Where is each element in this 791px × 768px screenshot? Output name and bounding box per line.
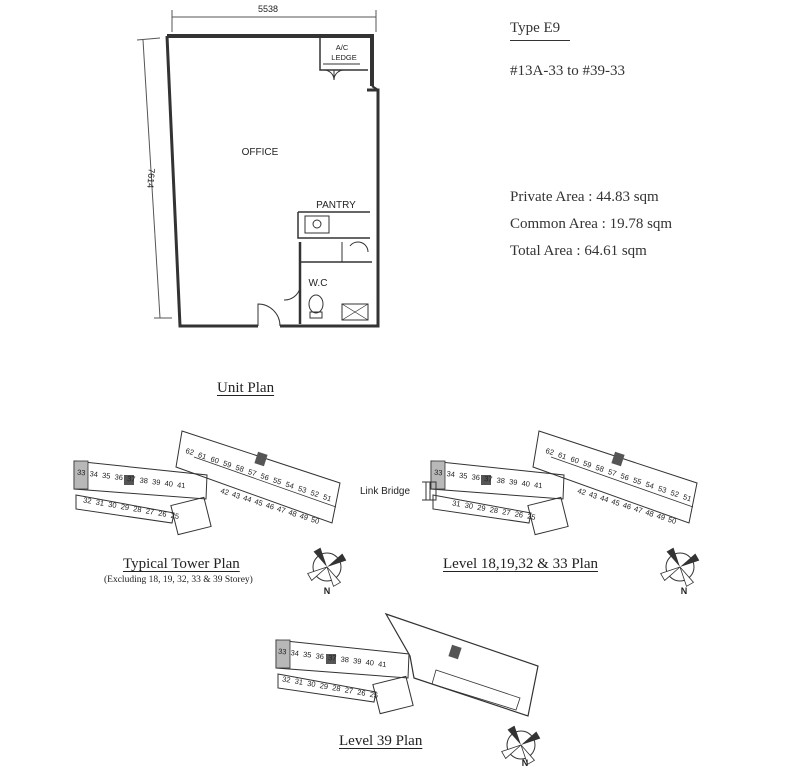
level18-unit-42: 42 [576,486,588,498]
level39-unit-32: 32 [281,674,292,685]
typical-unit-29: 29 [120,502,130,513]
level18-unit-56: 56 [619,471,631,483]
level39-unit-26: 26 [356,687,367,698]
level18-unit-50: 50 [666,514,678,526]
level18-unit-33: 33 [433,467,443,478]
level18-unit-53: 53 [656,483,668,495]
typical-unit-32: 32 [82,495,93,506]
typical-unit-57: 57 [246,467,258,479]
level18-unit-29: 29 [476,502,487,514]
typical-unit-62: 62 [184,446,196,458]
typical-unit-40: 40 [164,478,174,489]
level39-unit-27: 27 [344,685,354,696]
typical-unit-36: 36 [114,472,124,483]
typical-unit-58: 58 [234,462,246,474]
level39-unit-38: 38 [340,654,350,665]
width-dimension-label: 5538 [257,4,279,14]
level18-unit-28: 28 [489,505,499,516]
typical-unit-28: 28 [132,504,143,515]
typical-unit-38: 38 [139,475,149,486]
typical-unit-31: 31 [95,497,105,508]
typical-unit-45: 45 [253,496,265,508]
level39-unit-41: 41 [377,659,387,670]
level18-unit-61: 61 [556,450,568,462]
level18-compass-north: N [680,586,688,596]
level18-unit-38: 38 [496,475,506,486]
typical-unit-35: 35 [101,470,111,481]
level18-unit-34: 34 [446,469,456,480]
typical-unit-50: 50 [309,514,321,526]
unit-numbers [77,446,693,700]
level18-unit-41: 41 [533,480,543,491]
level18-unit-35: 35 [458,470,468,481]
level39-unit-30: 30 [306,678,317,690]
level18-unit-43: 43 [587,489,599,501]
depth-dimension-label: 7614 [145,167,157,189]
level18-unit-54: 54 [644,479,656,491]
typical-unit-44: 44 [242,493,253,505]
typical-unit-52: 52 [309,488,321,500]
typical-unit-27: 27 [145,506,155,517]
level18-unit-49: 49 [655,511,667,523]
unit-range: #13A-33 to #39-33 [510,63,625,79]
level18-unit-31: 31 [451,498,462,509]
typical-unit-26: 26 [157,508,168,519]
level39-tower-plan [276,614,538,716]
level39-unit-37: 37 [327,653,337,663]
level18-unit-36: 36 [471,472,481,483]
unit-plan-caption: Unit Plan [217,380,275,396]
level18-unit-45: 45 [610,496,622,508]
total-area: Total Area : 64.61 sqm [510,243,647,259]
level18-unit-52: 52 [669,488,681,500]
link-bridge-label: Link Bridge [360,486,411,497]
level18-unit-26: 26 [514,509,524,520]
typical-unit-51: 51 [321,492,333,504]
level18-unit-46: 46 [621,500,633,512]
typical-unit-59: 59 [221,458,233,470]
level18-unit-55: 55 [631,475,643,487]
private-area: Private Area : 44.83 sqm [510,189,659,205]
level39-plan-caption: Level 39 Plan [339,733,423,749]
typical-unit-46: 46 [264,500,276,512]
typical-unit-30: 30 [107,499,118,511]
typical-unit-48: 48 [287,507,298,519]
level39-unit-34: 34 [290,648,300,659]
typical-compass [308,548,347,587]
typical-unit-60: 60 [209,454,221,466]
typical-unit-33: 33 [76,467,86,478]
level18-unit-27: 27 [501,507,512,518]
level18-unit-51: 51 [681,492,693,504]
typical-unit-47: 47 [275,504,287,516]
level18-unit-59: 59 [581,458,593,470]
typical-unit-54: 54 [284,479,296,491]
typical-unit-61: 61 [196,450,208,462]
typical-unit-25: 25 [170,510,180,522]
typical-unit-56: 56 [259,471,271,483]
ac-ledge-label-2: LEDGE [331,53,357,62]
level39-unit-29: 29 [319,681,329,692]
level39-unit-35: 35 [302,649,312,660]
level39-unit-33: 33 [277,646,287,657]
level39-compass-north: N [521,758,529,768]
level18-plan-caption: Level 18,19,32 & 33 Plan [443,556,598,572]
typical-unit-43: 43 [230,489,242,501]
level39-unit-39: 39 [352,656,362,667]
level39-unit-31: 31 [294,676,304,687]
typical-plan-caption: Typical Tower Plan [123,556,240,572]
level18-unit-25: 25 [526,511,537,522]
ac-ledge-label-1: A/C [335,43,349,52]
level39-unit-28: 28 [331,683,342,694]
typical-unit-55: 55 [271,475,283,487]
wc-label: W.C [308,278,328,289]
office-label: OFFICE [241,147,279,158]
level18-unit-30: 30 [464,500,474,511]
typical-unit-53: 53 [296,483,308,495]
level18-unit-62: 62 [544,446,556,458]
level18-unit-40: 40 [521,478,531,489]
typical-unit-34: 34 [89,469,99,480]
level18-unit-37: 37 [483,474,493,484]
typical-plan-subcaption: (Excluding 18, 19, 32, 33 & 39 Storey) [104,575,253,585]
typical-unit-49: 49 [298,511,310,523]
level39-unit-36: 36 [315,651,325,662]
common-area: Common Area : 19.78 sqm [510,216,673,232]
level18-unit-57: 57 [606,467,618,479]
typical-unit-41: 41 [176,480,186,491]
level18-unit-58: 58 [594,462,606,474]
pantry-label: PANTRY [316,200,356,211]
level18-unit-60: 60 [569,454,581,466]
level18-unit-39: 39 [508,477,518,488]
typical-unit-37: 37 [126,474,136,484]
level18-unit-48: 48 [644,507,655,519]
level18-compass [661,548,700,587]
typical-unit-42: 42 [219,486,231,498]
level18-unit-44: 44 [599,493,610,505]
typical-unit-39: 39 [151,477,161,488]
level18-unit-47: 47 [632,504,644,516]
unit-type-label: Type E9 [510,20,561,36]
level39-unit-25: 25 [369,689,379,701]
level39-unit-40: 40 [365,657,375,668]
typical-compass-north: N [323,586,331,596]
